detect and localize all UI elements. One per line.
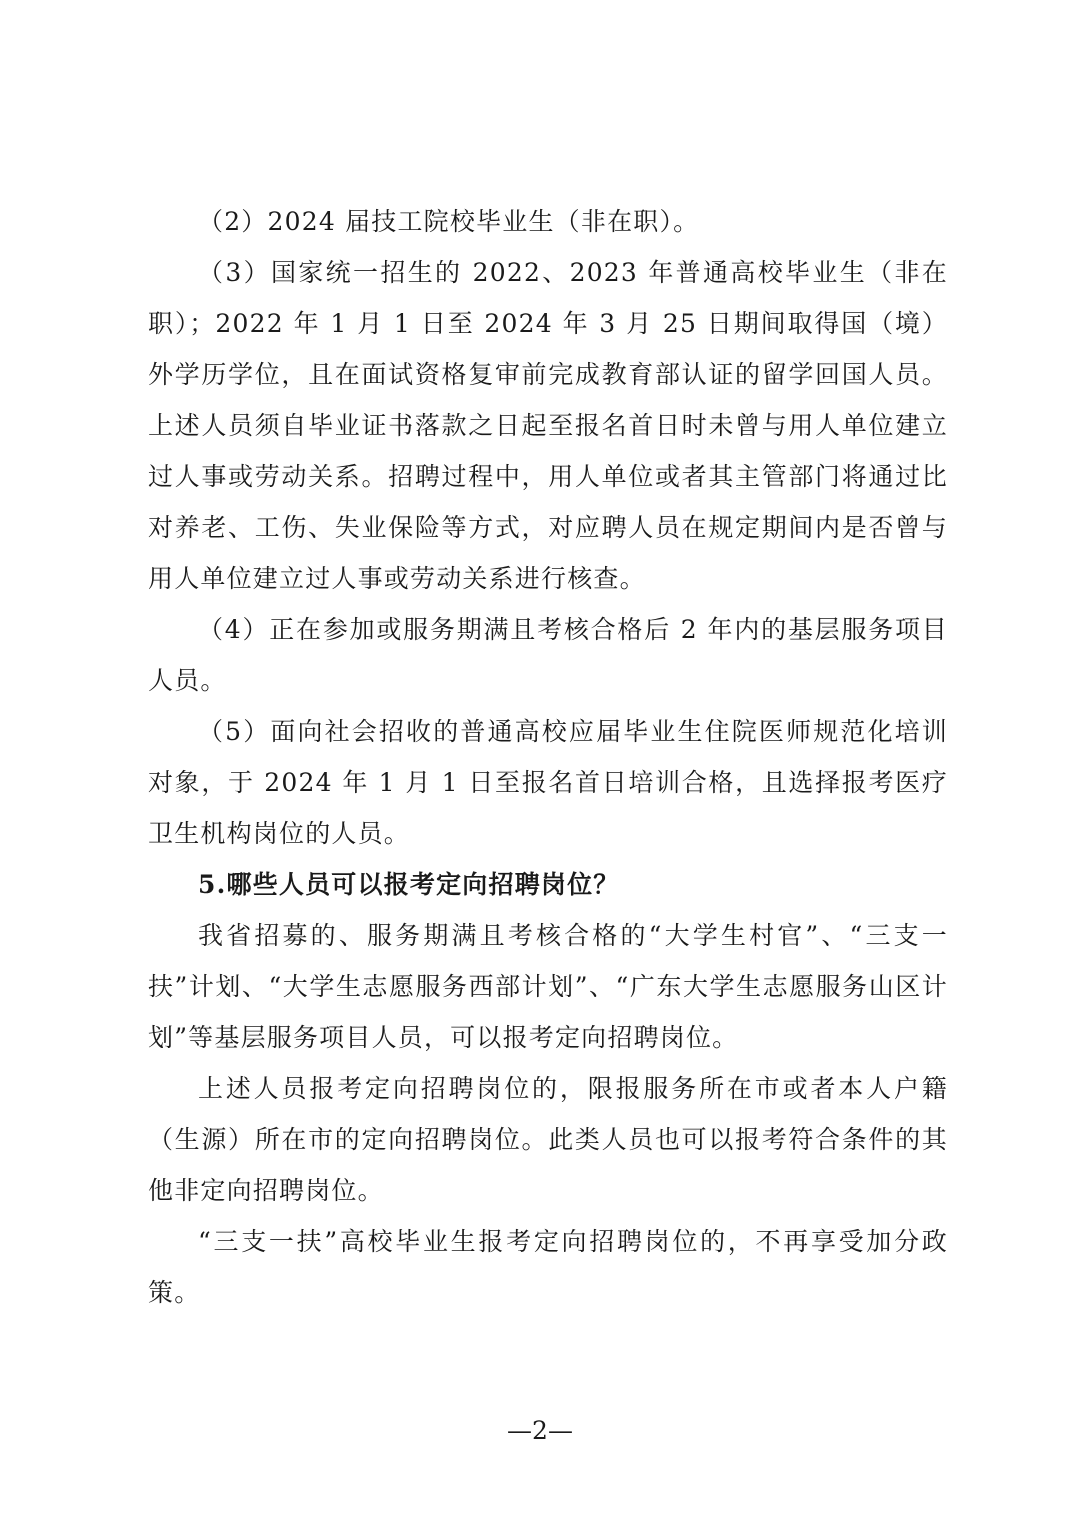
paragraph-item-2: （2）2024 届技工院校毕业生（非在职）。 xyxy=(198,207,700,236)
paragraph-item-3: （3）国家统一招生的 2022、2023 年普通高校毕业生（非在职）；2022 年 1 月 1 日至 2024 年 3 月 25 日期间取得国（境）外学历学位，且在面试资格复审前完成教育部认证的留学回国人员。上述人员须自毕业证书落款之日起至报名首日时未曾与用人单位建立过人事或劳动关系。招聘过程中，用人单位或者其主管部门将通过比对养老、工伤、失业保险等方式，对应聘人员在规定期间内是否曾与用人单位建立过人事或劳动关系进行核查。 xyxy=(148,258,948,593)
section-heading-question-5: 5.哪些人员可以报考定向招聘岗位？ xyxy=(198,870,620,899)
paragraph-answer-1: 我省招募的、服务期满且考核合格的“大学生村官”、“三支一扶”计划、“大学生志愿服务西部计划”、“广东大学生志愿服务山区计划”等基层服务项目人员，可以报考定向招聘岗位。 xyxy=(148,921,948,1052)
document-body xyxy=(148,196,948,1318)
paragraph-item-5: （5）面向社会招收的普通高校应届毕业生住院医师规范化培训对象，于 2024 年 1 月 1 日至报名首日培训合格，且选择报考医疗卫生机构岗位的人员。 xyxy=(148,717,948,848)
paragraph-answer-2: 上述人员报考定向招聘岗位的，限报服务所在市或者本人户籍（生源）所在市的定向招聘岗位。此类人员也可以报考符合条件的其他非定向招聘岗位。 xyxy=(148,1074,948,1205)
paragraph-item-4: （4）正在参加或服务期满且考核合格后 2 年内的基层服务项目人员。 xyxy=(148,615,948,695)
paragraph-answer-3: “三支一扶”高校毕业生报考定向招聘岗位的，不再享受加分政策。 xyxy=(148,1227,948,1307)
page-number: —2— xyxy=(507,1416,573,1445)
